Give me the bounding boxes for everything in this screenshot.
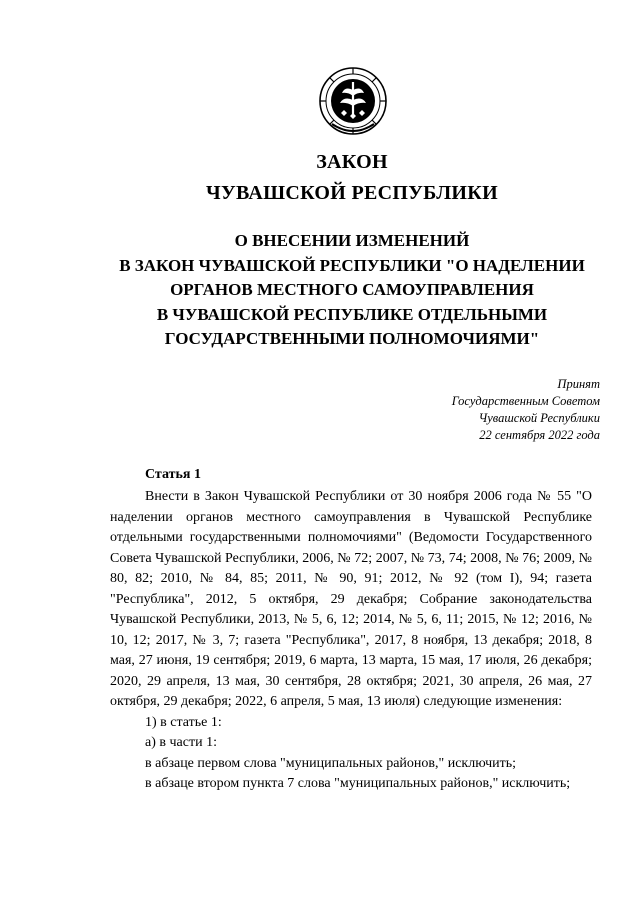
subtitle-line: ГОСУДАРСТВЕННЫМИ ПОЛНОМОЧИЯМИ"	[164, 329, 540, 348]
adoption-note	[400, 376, 600, 444]
paragraph: в абзаце втором пункта 7 слова "муниципальных районов," исключить;	[145, 776, 571, 791]
article-body	[110, 487, 592, 795]
adoption-line: Принят	[557, 377, 600, 391]
subtitle-line: В ЧУВАШСКОЙ РЕСПУБЛИКЕ ОТДЕЛЬНЫМИ	[156, 304, 548, 324]
paragraph: Внести в Закон Чувашской Республики от 30 ноября 2006 года № 55 "О наделении органов местного самоуправления в Чувашской Республике отдельными государственными полномочиями" (Ведомости Государственного Совета Чувашской Республики, 2006, № 72; 2007, № 73, 74; 2008, № 76; 2009, № 80, 82; 2010, № 84, 85; 2011, № 90, 91; 2012, № 92 (том I), 94; газета "Республика", 2012, 5 октября, 29 декабря; Собрание законодательства Чувашской Республики, 2013, № 5, 6, 12; 2014, № 5, 6, 11; 2015, № 12; 2016, № 10, 12; 2017, № 3, 7; газета "Республика", 2017, 8 ноября, 13 декабря; 2018, 8 мая, 27 июня, 19 сентября; 2019, 6 марта, 13 марта, 15 мая, 17 июля, 26 декабря; 2020, 29 апреля, 13 мая, 30 сентября, 28 октября; 2021, 30 апреля, 26 мая, 27 октября, 29 декабря; 2022, 6 апреля, 5 мая, 13 июля) следующие изменения:	[110, 489, 592, 709]
adoption-line: Чувашской Республики	[478, 411, 600, 425]
paragraph: в абзаце первом слова "муниципальных районов," исключить;	[145, 755, 517, 771]
law-republic-title: ЧУВАШСКОЙ РЕСПУБЛИКИ	[206, 182, 498, 204]
adoption-line: Государственным Советом	[451, 394, 600, 408]
adoption-date: 22 сентября 2022 года	[479, 428, 600, 442]
article-heading: Статья 1	[145, 467, 201, 482]
subtitle-line: ОРГАНОВ МЕСТНОГО САМОУПРАВЛЕНИЯ	[170, 280, 534, 299]
chuvash-republic-emblem-icon	[318, 66, 388, 136]
law-subtitle	[0, 229, 640, 352]
paragraph: 1) в статье 1:	[145, 714, 222, 730]
law-title: ЗАКОН	[316, 151, 388, 173]
subtitle-line: В ЗАКОН ЧУВАШСКОЙ РЕСПУБЛИКИ "О НАДЕЛЕНИИ	[119, 255, 585, 275]
subtitle-line: О ВНЕСЕНИИ ИЗМЕНЕНИЙ	[234, 231, 470, 250]
paragraph: а) в части 1:	[145, 735, 217, 750]
